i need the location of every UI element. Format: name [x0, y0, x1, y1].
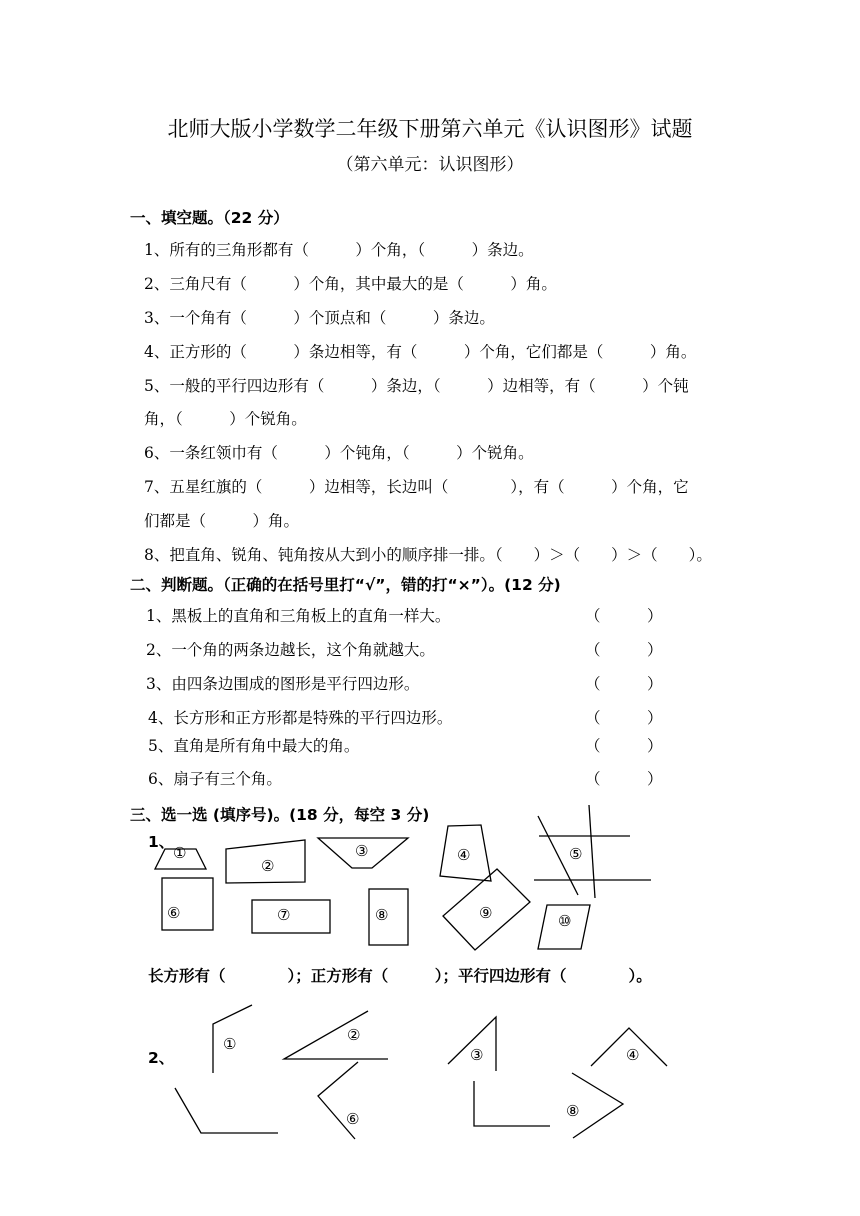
- angle-7: [474, 1081, 550, 1126]
- judge-answer-5: （ ）: [585, 737, 663, 755]
- fill-question-1: 1、所有的三角形都有（ ）个角，（ ）条边。: [144, 241, 534, 259]
- shape-7-rectangle: [252, 900, 330, 933]
- judge-answer-3: （ ）: [585, 675, 663, 693]
- choose-question-2-label: 2、: [148, 1049, 175, 1067]
- judge-question-4: 4、长方形和正方形都是特殊的平行四边形。: [148, 709, 453, 727]
- fill-question-5-line2: 角，（ ）个锐角。: [144, 410, 307, 428]
- page-title: 北师大版小学数学二年级下册第六单元《认识图形》试题: [167, 117, 693, 141]
- fill-question-5-line1: 5、一般的平行四边形有（ ）条边，（ ）边相等，有（ ）个钝: [144, 377, 689, 395]
- choose-question-1-label: 1、: [148, 833, 175, 851]
- shape-3-label: ③: [355, 842, 369, 860]
- section2-heading: 二、判断题。（正确的在括号里打“√”，错的打“×”）。(12 分): [130, 576, 561, 594]
- section1-heading: 一、填空题。（22 分）: [130, 209, 289, 227]
- angle-8: [572, 1073, 623, 1138]
- shape-1-label: ①: [173, 844, 187, 862]
- shape-9-label: ⑨: [479, 904, 493, 922]
- fill-question-4: 4、正方形的（ ）条边相等，有（ ）个角，它们都是（ ）角。: [144, 343, 697, 361]
- angle-1-label: ①: [223, 1035, 237, 1053]
- judge-question-6: 6、扇子有三个角。: [148, 770, 282, 788]
- fill-question-7-line2: 们都是（ ）角。: [144, 512, 300, 530]
- choose-question-1-answer: 长方形有（ ）；正方形有（ ）；平行四边形有（ ）。: [148, 967, 652, 985]
- section3-heading: 三、选一选 (填序号)。(18 分，每空 3 分): [130, 806, 430, 824]
- judge-question-2: 2、一个角的两条边越长，这个角就越大。: [146, 641, 435, 659]
- judge-question-1: 1、黑板上的直角和三角板上的直角一样大。: [146, 607, 451, 625]
- shape-6-label: ⑥: [167, 904, 181, 922]
- shape-5-label: ⑤: [569, 845, 583, 863]
- shape-8-label: ⑧: [375, 906, 389, 924]
- fill-question-8: 8、把直角、锐角、钝角按从大到小的顺序排一排。（ ）＞（ ）＞（ ）。: [144, 546, 712, 564]
- angle-2-label: ②: [347, 1026, 361, 1044]
- angle-6-label: ⑥: [346, 1110, 360, 1128]
- angle-3-label: ③: [470, 1046, 484, 1064]
- fill-question-6: 6、一条红领巾有（ ）个钝角，（ ）个锐角。: [144, 444, 534, 462]
- shape-4-label: ④: [457, 846, 471, 864]
- shape-10-label: ⑩: [558, 912, 572, 930]
- shape-5-line-vertical: [589, 805, 595, 898]
- fill-question-3: 3、一个角有（ ）个顶点和（ ）条边。: [144, 309, 495, 327]
- shape-7-label: ⑦: [277, 906, 291, 924]
- judge-question-5: 5、直角是所有角中最大的角。: [148, 737, 360, 755]
- fill-question-7-line1: 7、五星红旗的（ ）边相等，长边叫（ ），有（ ）个角，它: [144, 478, 689, 496]
- angle-8-label: ⑧: [566, 1102, 580, 1120]
- judge-answer-2: （ ）: [585, 641, 663, 659]
- angle-2: [284, 1011, 388, 1059]
- fill-question-2: 2、三角尺有（ ）个角，其中最大的是（ ）角。: [144, 275, 557, 293]
- shape-2-label: ②: [261, 857, 275, 875]
- judge-question-3: 3、由四条边围成的图形是平行四边形。: [146, 675, 420, 693]
- angle-5: [175, 1088, 278, 1133]
- judge-answer-1: （ ）: [585, 607, 663, 625]
- page-subtitle: （第六单元：认识图形）: [336, 155, 524, 175]
- angle-4-label: ④: [626, 1046, 640, 1064]
- judge-answer-6: （ ）: [585, 770, 663, 788]
- judge-answer-4: （ ）: [585, 709, 663, 727]
